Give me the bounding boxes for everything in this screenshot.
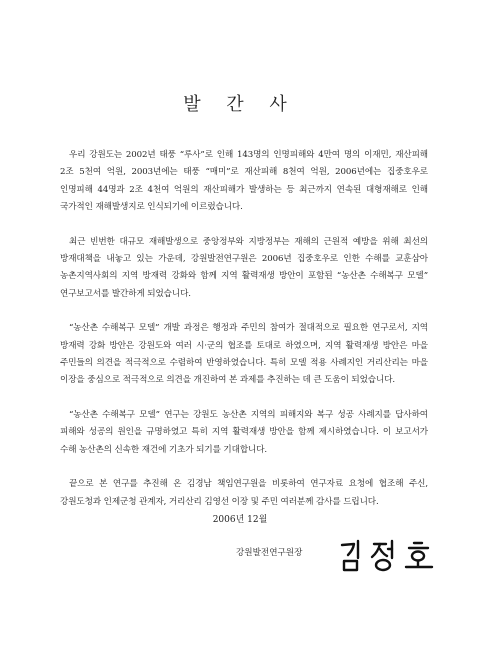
paragraph: 최근 빈번한 대규모 재해발생으로 중앙정부와 지방정부는 재해의 근원적 예방을 위해 최선의 방재대책을 내놓고 있는 가운데, 강원발전연구원은 2006년 집중호우로 인한 수해를 교훈삼아 농촌지역사회의 지역 방재력 강화와 함께 지역 활력재생 방안이 포함된 “농산촌 수해복구 모델” 연구보고서를 발간하게 되었습니다. [60, 236, 428, 299]
paragraph: 우리 강원도는 2002년 태풍 “루사”로 인해 143명의 인명피해와 4만여 명의 이재민, 재산피해 2조 5천여 억원, 2003년에는 태풍 “매미”로 재산피해 8천여 억원, 2006년에는 집중호우로 인명피해 44명과 2조 4천여 억원의 재산피해가 발생하는 등 최근까지 연속된 대형재해로 인해 국가적인 재해발생지로 인식되기에 이르렀습니다. [60, 150, 428, 212]
body-text [60, 147, 428, 529]
signer-organization: 강원발전연구원장 [236, 548, 303, 558]
handwritten-signature [336, 536, 446, 576]
page-title: 발 간 사 [183, 94, 297, 115]
paragraph: “농산촌 수해복구 모델” 연구는 강원도 농산촌 지역의 피해지와 복구 성공 사례지를 답사하여 피해와 성공의 원인을 규명하였고 특히 지역 활력재생 방안을 함께 제시하였습니다. 이 보고서가 수해 농산촌의 신속한 재건에 기초가 되기를 기대합니다. [60, 410, 428, 455]
paragraph: 끝으로 본 연구를 추진해 온 김경남 책임연구원을 비롯하여 연구자료 요청에 협조해 주신, 강원도청과 인제군청 관계자, 거리산리 김영선 이장 및 주민 여러분께 감사를 드립니다. [60, 479, 428, 507]
publication-date: 2006년 12월 [212, 515, 268, 525]
paragraph: “농산촌 수해복구 모델” 개발 과정은 행정과 주민의 참여가 절대적으로 필요한 연구로서, 지역 방재력 강화 방안은 강원도와 여러 시·군의 협조를 토대로 하였으며, 지역 활력재생 방안은 마을 주민들의 의견을 적극적으로 수렴하여 반영하였습니다. 특히 모델 적용 사례지인 거리산리는 마을 이장을 중심으로 적극적으로 의견을 개진하여 본 과제를 추진하는 데 큰 도움이 되었습니다. [60, 323, 428, 386]
signature-block [236, 536, 456, 576]
